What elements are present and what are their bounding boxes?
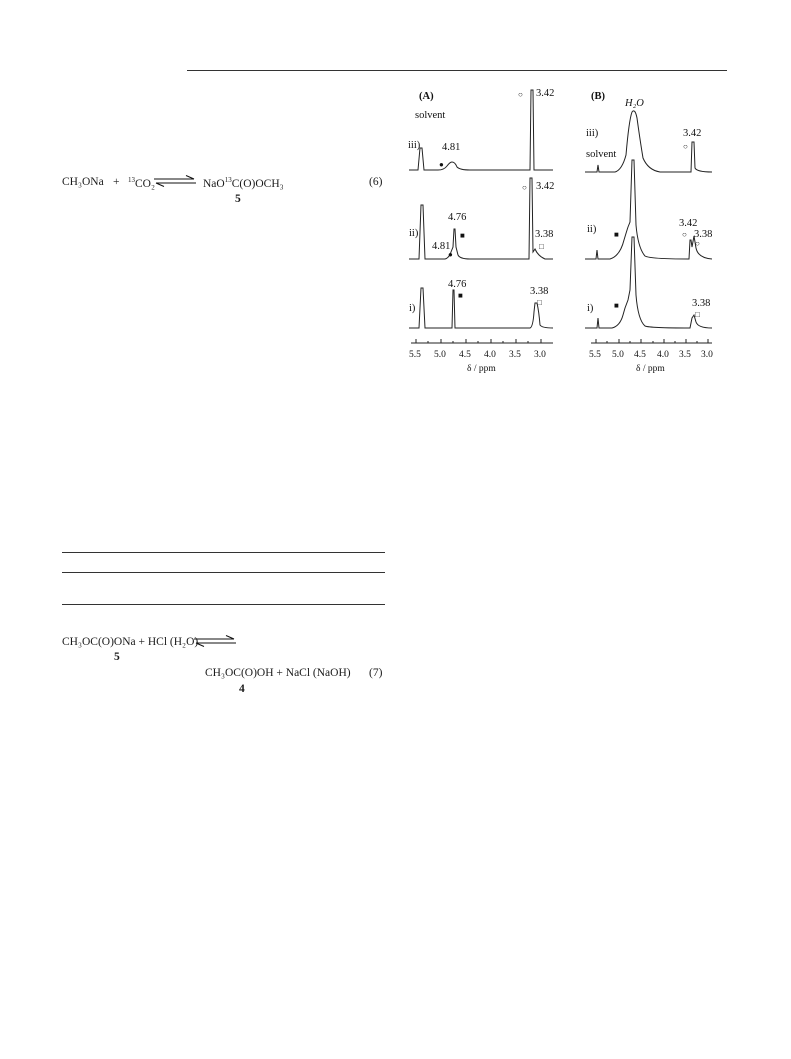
eq6-plus: + [113,176,120,188]
open-square-icon: □ [537,298,542,307]
filled-square-icon: ■ [614,301,619,310]
panel-a-trace-label-iii: iii) [408,140,421,151]
filled-circle-icon: ● [448,250,453,259]
panel-b-trace-iii [585,111,712,172]
eq7-left: CH₃OC(O)ONa + HCl (H₂O) [62,636,199,648]
peak-label: 3.42 [536,88,555,99]
open-circle-icon: ○ [518,90,523,99]
panel-a-tick: 5.5 [409,350,421,360]
panel-b-trace-ii [585,160,712,259]
eq7-number: (7) [369,667,383,679]
filled-square-icon: ■ [460,231,465,240]
panel-b-trace-label-ii: ii) [587,224,597,235]
panel-b-trace-label-i: i) [587,303,594,314]
panel-b-label: (B) [591,91,605,102]
panel-b-tick: 4.0 [657,350,669,360]
open-circle-icon: ○ [522,183,527,192]
peak-label: 3.38 [692,298,711,309]
panel-b-tick: 5.0 [612,350,624,360]
eq6-product: NaO$^{13}$C(O)OCH₃ [203,176,284,190]
panel-b-tick: 3.0 [701,350,713,360]
panel-b-tick: 5.5 [589,350,601,360]
panel-b-solvent-label: solvent [586,149,617,160]
open-circle-icon: ○ [683,142,688,151]
peak-label: 4.81 [442,142,461,153]
panel-a-xlabel: δ / ppm [467,364,496,374]
panel-b-trace-label-iii: iii) [586,128,599,139]
panel-b-xlabel: δ / ppm [636,364,665,374]
panel-a-trace-label-i: i) [409,303,416,314]
peak-label: 4.76 [448,212,467,223]
eq6-compound-number: 5 [235,193,241,205]
panel-a-tick: 4.0 [484,350,496,360]
eq6-reactant1: CH₃ONa [62,176,104,188]
eq7-left-compound-number: 5 [114,651,120,663]
eq6-number: (6) [369,176,383,188]
open-square-icon: □ [695,310,700,319]
h2o-label: H₂O [625,98,644,109]
panel-a-tick: 3.0 [534,350,546,360]
panel-a-tick: 5.0 [434,350,446,360]
peak-label: 4.81 [432,241,451,252]
panel-a-tick: 3.5 [509,350,521,360]
peak-label: 4.76 [448,279,467,290]
peak-label: 3.38 [535,229,554,240]
peak-label: 3.38 [694,229,713,240]
panel-a-trace-iii [409,90,553,170]
open-circle-icon: ○ [682,230,687,239]
panel-a-label: (A) [419,91,434,102]
open-square-icon: □ [539,242,544,251]
peak-label: 3.38 [530,286,549,297]
filled-square-icon: ■ [614,230,619,239]
peak-label: 3.42 [679,218,698,229]
eq6-reactant2: $^{13}$CO₂ [128,176,155,190]
eq7-right-compound-number: 4 [239,683,245,695]
filled-square-icon: ■ [458,291,463,300]
panel-a-trace-ii [409,178,553,259]
panel-a-tick: 4.5 [459,350,471,360]
filled-circle-icon: ● [439,160,444,169]
eq7-right: CH₃OC(O)OH + NaCl (NaOH) [205,667,351,679]
open-circle-icon: ○ [695,239,700,248]
panel-b-trace-i [585,237,712,328]
panel-a-solvent-label: solvent [415,110,446,121]
peak-label: 3.42 [683,128,702,139]
panel-a-trace-label-ii: ii) [409,228,419,239]
peak-label: 3.42 [536,181,555,192]
panel-b-tick: 3.5 [679,350,691,360]
panel-b-tick: 4.5 [634,350,646,360]
